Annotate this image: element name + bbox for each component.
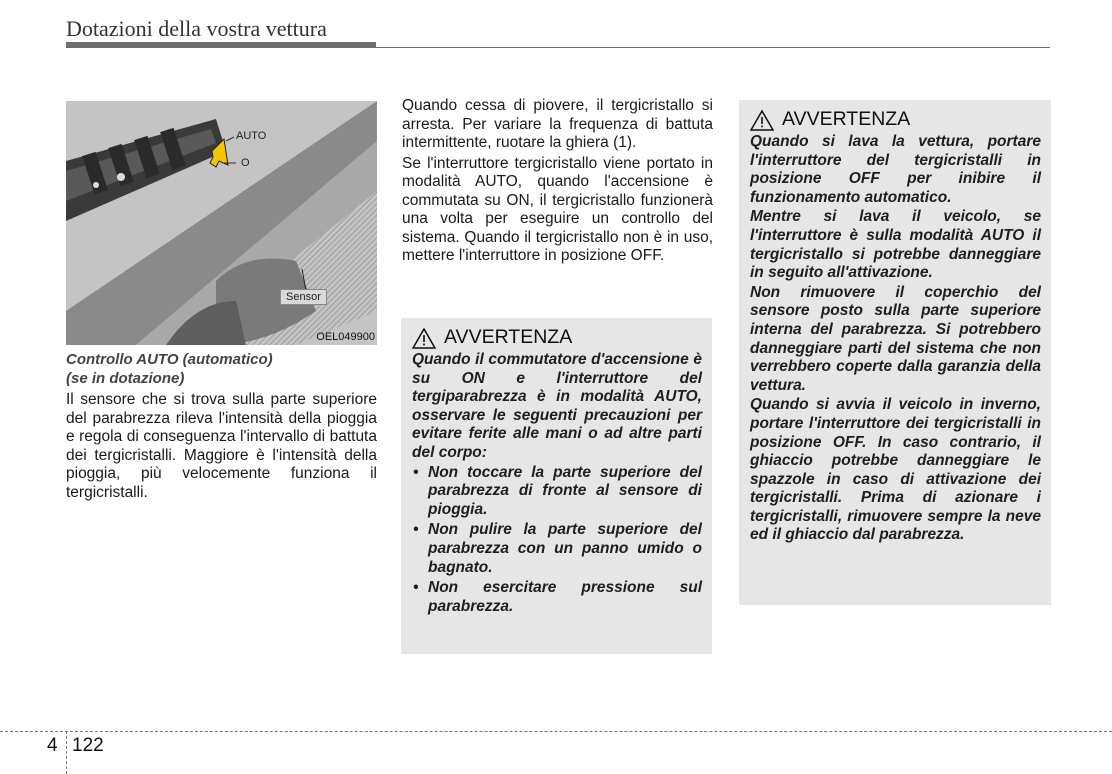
page-number: 122 [72, 735, 104, 756]
warning-intro: Quando il commutatore d'accensione è su ON e l'interruttore del tergiparabrezza è in modalità AUTO, osservare le seguenti precauzioni per evitare ferite alle mani o ad altre parti del corpo: [412, 351, 702, 461]
footer-rule [0, 731, 1112, 732]
warning-heading [412, 326, 702, 349]
warning-bullet: • Non esercitare pressione sul parabrezza. [412, 579, 702, 616]
warning-box-washing [739, 100, 1051, 605]
warning-paragraph: Quando si avvia il veicolo in inverno, portare l'interruttore dei tergicristalli in posizione OFF. In caso contrario, il ghiaccio potrebbe danneggiare le spazzole in caso di attivazione dei tergicristalli. Prima di azionare i tergicristalli, rimuovere sempre la neve ed il ghiaccio dal parabrezza. [750, 396, 1041, 544]
warning-paragraph: Non rimuovere il coperchio del sensore posto sulla parte superiore interna del parabrezza. Si potrebbero danneggiare parti del sistema che non verrebbero coperte dalla garanzia della vettura. [750, 283, 1041, 394]
warning-bullet-list [412, 464, 702, 617]
figure-label-auto: AUTO [236, 130, 267, 142]
wiper-switch-illustration [66, 101, 377, 345]
warning-title: AVVERTENZA [782, 108, 911, 130]
auto-control-description: Il sensore che si trova sulla parte superiore del parabrezza rileva l'intensità della pioggia e regola di conseguenza l'intervallo di battuta dei tergicristalli. Maggiore è l'intensità della pioggia, più velocemente funziona il tergicristalli. [66, 391, 377, 501]
wiper-stalk-drawing [66, 101, 377, 345]
section-header-title: Dotazioni della vostra vettura [66, 16, 327, 41]
warning-bullet: • Non pulire la parte superiore del parabrezza con un panno umido o bagnato. [412, 521, 702, 577]
warning-paragraph: Mentre si lava il veicolo, se l'interruttore è sulla modalità AUTO il tergicristallo si potrebbe danneggiare in seguito all'attivazione. [750, 208, 1041, 282]
figure-label-off: O [241, 157, 250, 169]
header-accent-bar [66, 42, 376, 48]
figure-code: OEL049900 [316, 331, 375, 343]
caption-title: Controllo AUTO (automatico) [66, 351, 273, 368]
header-rule [376, 47, 1050, 48]
warning-heading [750, 108, 1041, 131]
middle-column-text [402, 97, 713, 268]
figure-caption [66, 350, 378, 388]
warning-body [412, 351, 702, 616]
figure-label-sensor: Sensor [280, 289, 327, 305]
warning-body [750, 133, 1041, 545]
footer-divider [66, 731, 67, 774]
warning-paragraph: Quando si lava la vettura, portare l'interruttore del tergicristalli in posizione OFF per inibire il funzionamento automatico. [750, 133, 1041, 206]
paragraph-auto-mode: Se l'interruttore tergicristallo viene portato in modalità AUTO, quando l'accensione è commutata su ON, il tergicristallo funzionerà una volta per eseguire un controllo del sistema. Quando il tergicristallo non è in uso, mettere l'interruttore in posizione OFF. [402, 154, 713, 264]
warning-box-auto-mode [401, 318, 712, 654]
paragraph-rain-stop: Quando cessa di piovere, il tergicristallo si arresta. Per variare la frequenza di battuta intermittente, ruotare la ghiera (1). [402, 97, 713, 151]
warning-triangle-icon [750, 109, 774, 131]
warning-title: AVVERTENZA [444, 326, 573, 348]
chapter-number: 4 [47, 735, 58, 756]
caption-subtitle: (se in dotazione) [66, 370, 185, 387]
warning-triangle-icon [412, 327, 436, 349]
warning-bullet: • Non toccare la parte superiore del parabrezza di fronte al sensore di pioggia. [412, 464, 702, 520]
